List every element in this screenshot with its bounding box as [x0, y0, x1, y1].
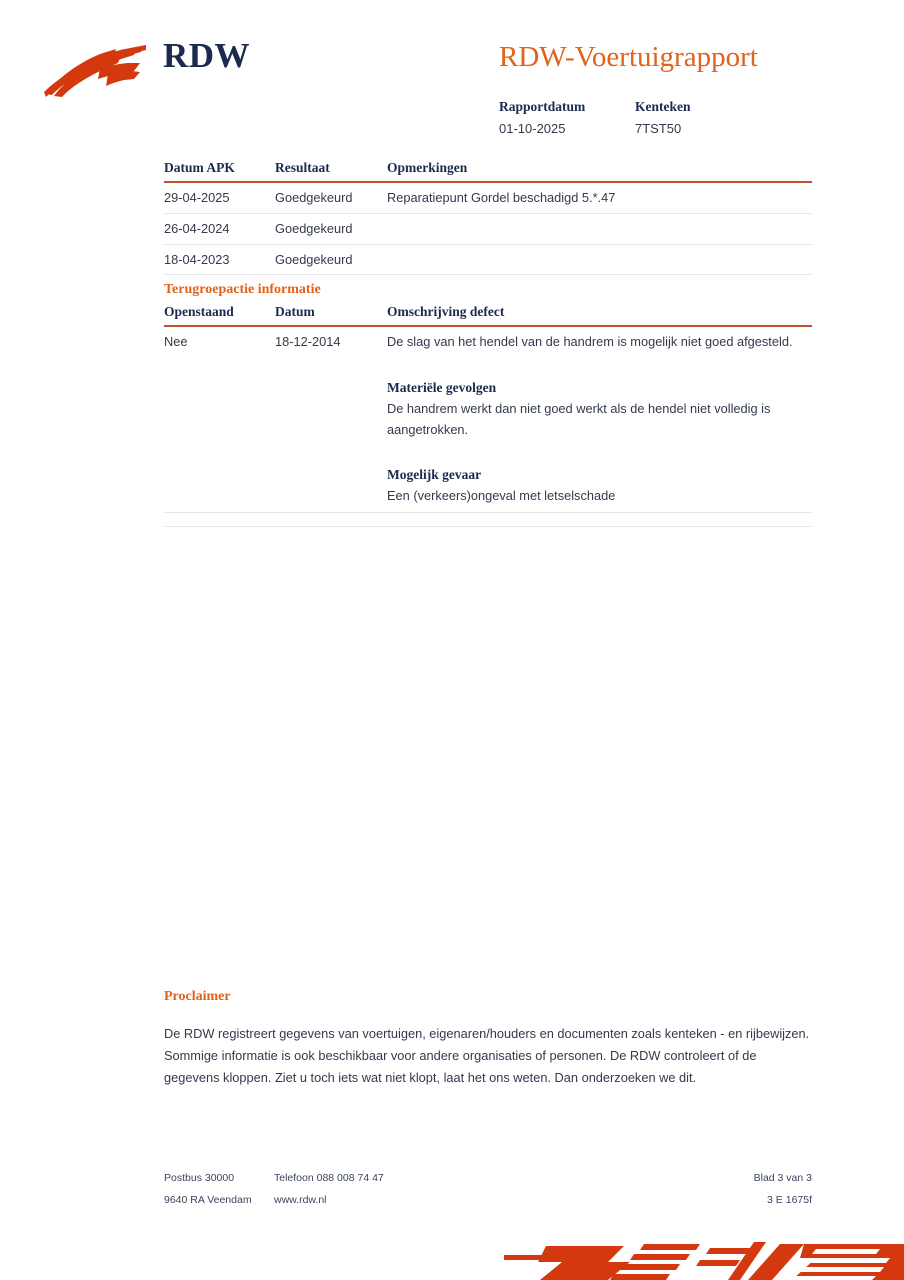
page-footer — [164, 1168, 812, 1211]
recall-table — [164, 304, 812, 513]
footer-postbus: Postbus 30000 — [164, 1172, 235, 1184]
recall-section — [164, 281, 812, 527]
rdw-speed-stripes-icon — [504, 1228, 904, 1280]
recall-cell-defect-details — [387, 326, 812, 512]
report-date-value: 01-10-2025 — [499, 121, 566, 137]
recall-section-divider — [164, 526, 812, 527]
apk-cell-remarks — [387, 244, 812, 275]
apk-cell-remarks — [387, 213, 812, 244]
recall-section-title: Terugroepactie informatie — [164, 282, 321, 297]
apk-cell-date: 18-04-2023 — [164, 244, 275, 275]
recall-column-date: Datum — [275, 304, 387, 326]
footer-row-secondary — [164, 1190, 812, 1212]
report-meta — [499, 98, 819, 139]
report-date-label: Rapportdatum — [499, 99, 586, 114]
footer-row-primary — [164, 1168, 812, 1190]
license-plate-label: Kenteken — [635, 99, 691, 114]
recall-table-header-row — [164, 304, 812, 326]
rdw-arrow-logo-icon — [42, 40, 164, 102]
recall-cell-open: Nee — [164, 326, 275, 512]
recall-column-defect: Omschrijving defect — [387, 304, 812, 326]
report-meta-values — [499, 116, 819, 139]
apk-cell-date: 26-04-2024 — [164, 213, 275, 244]
footer-page-indicator: Blad 3 van 3 — [753, 1172, 812, 1184]
defect-description-text: De slag van het hendel van de handrem is mogelijk niet goed afgesteld. — [387, 334, 793, 350]
table-row — [164, 213, 812, 244]
footer-phone: Telefoon 088 008 74 47 — [274, 1172, 384, 1184]
apk-history-table — [164, 160, 812, 275]
license-plate-value: 7TST50 — [635, 121, 682, 137]
table-row — [164, 244, 812, 275]
apk-column-result: Resultaat — [275, 160, 387, 182]
recall-cell-date: 18-12-2014 — [275, 326, 387, 512]
apk-cell-result: Goedgekeurd — [275, 213, 387, 244]
apk-cell-result: Goedgekeurd — [275, 182, 387, 213]
spacer — [387, 353, 804, 379]
report-meta-labels — [499, 98, 819, 116]
table-row — [164, 326, 812, 512]
possible-danger-text: Een (verkeers)ongeval met letselschade — [387, 488, 616, 504]
recall-column-open: Openstaand — [164, 304, 275, 326]
footer-city: 9640 RA Veendam — [164, 1193, 252, 1206]
disclaimer-title: Proclaimer — [164, 989, 231, 1004]
spacer — [387, 440, 804, 466]
apk-column-remarks: Opmerkingen — [387, 160, 812, 182]
apk-cell-date: 29-04-2025 — [164, 182, 275, 213]
apk-column-date: Datum APK — [164, 160, 275, 182]
apk-table-header-row — [164, 160, 812, 182]
table-row — [164, 182, 812, 213]
footer-form-code: 3 E 1675f — [767, 1193, 812, 1206]
apk-history-section — [164, 160, 812, 275]
apk-cell-result: Goedgekeurd — [275, 244, 387, 275]
brand-name: RDW — [163, 36, 251, 75]
disclaimer-text: De RDW registreert gegevens van voertuigen, eigenaren/houders en documenten zoals kenteken - en rijbewijzen. Sommige informatie is ook beschikbaar voor andere organisaties of personen. De RDW controleert of de gegevens kloppen. Ziet u toch iets wat niet klopt, laat het ons weten. Dan onderzoeken we dit. — [164, 1026, 810, 1086]
possible-danger-title: Mogelijk gevaar — [387, 467, 482, 483]
apk-cell-remarks: Reparatiepunt Gordel beschadigd 5.*.47 — [387, 182, 812, 213]
disclaimer-section — [164, 988, 812, 1089]
material-consequences-title: Materiële gevolgen — [387, 379, 497, 395]
footer-website[interactable]: www.rdw.nl — [274, 1193, 327, 1206]
page-title: RDW-Voertuigrapport — [499, 41, 758, 73]
material-consequences-text: De handrem werkt dan niet goed werkt als de hendel niet volledig is aangetrokken. — [387, 400, 771, 437]
